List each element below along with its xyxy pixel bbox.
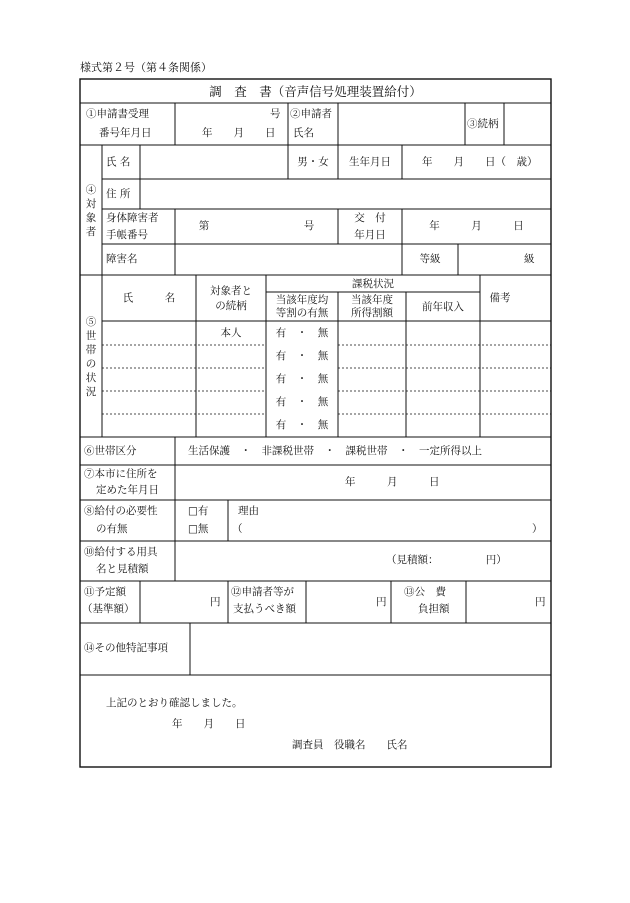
reason-open-paren: （ — [232, 523, 243, 535]
applicant-label-line1: ②申請者 — [290, 108, 332, 120]
col-tax1-line1: 当該年度均 — [275, 294, 329, 306]
col-name: 氏 名 — [122, 292, 176, 304]
col-tax2-line2: 所得割額 — [351, 307, 393, 319]
confirm-text: 上記のとおり確認しました。 — [106, 697, 243, 709]
relation-label: ③続柄 — [467, 118, 499, 130]
dob-value: 年 月 日（ 歳） — [422, 156, 538, 168]
public-label-line1: ⑬公 費 — [404, 586, 446, 598]
payable-label-line2: 支払うべき額 — [233, 603, 296, 615]
necessity-label-line2: の有無 — [96, 523, 128, 535]
col-income: 前年収入 — [422, 301, 464, 313]
self-relation: 本人 — [220, 327, 242, 339]
dob-label: 生年月日 — [349, 156, 391, 168]
receipt-label-line1: ①申請書受理 — [86, 108, 149, 120]
grade-unit: 級 — [524, 253, 535, 265]
receipt-go: 号 — [270, 108, 281, 120]
form-title: 調 査 書（音声信号処理装置給付） — [209, 84, 422, 99]
investigator-signature: 調査員 役職名 氏名 — [292, 739, 408, 751]
planned-amount-yen: 円 — [210, 596, 221, 608]
col-tax2-line1: 当該年度 — [351, 294, 393, 306]
certificate-label-line2: 手帳番号 — [106, 229, 148, 241]
certificate-number: 第 号 — [198, 220, 315, 232]
residence-date: 年 月 日 — [345, 476, 440, 488]
category-label: ⑥世帯区分 — [84, 445, 137, 457]
address-label: 住 所 — [106, 188, 131, 200]
payable-yen: 円 — [376, 596, 387, 608]
issue-label-line1: 交 付 — [354, 212, 386, 224]
equipment-label-line1: ⑩給付する用具 — [84, 546, 158, 558]
issue-label-line2: 年月日 — [354, 229, 386, 241]
necessity-no-checkbox[interactable]: □無 — [188, 523, 209, 535]
col-tax1-line2: 等割の有無 — [275, 307, 329, 319]
residence-label-line2: 定めた年月日 — [96, 484, 159, 496]
tax-yesno-row1: 有 ・ 無 — [275, 327, 329, 339]
tax-yesno-row4: 有 ・ 無 — [275, 396, 329, 408]
payable-label-line1: ⑫申請者等が — [231, 586, 294, 598]
receipt-date: 年 月 日 — [202, 127, 276, 139]
disability-label: 障害名 — [106, 253, 138, 265]
applicant-label-line2: 氏名 — [293, 127, 314, 139]
receipt-label-line2: 番号年月日 — [99, 127, 152, 139]
public-label-line2: 負担額 — [418, 603, 450, 615]
confirm-date: 年 月 日 — [172, 718, 246, 730]
form-number: 様式第２号（第４条関係） — [80, 61, 212, 74]
certificate-label-line1: 身体障害者 — [106, 212, 159, 224]
col-remarks: 備考 — [489, 292, 511, 304]
reason-label: 理由 — [238, 505, 259, 517]
tax-yesno-row2: 有 ・ 無 — [275, 350, 329, 362]
reason-close-paren: ） — [532, 523, 543, 535]
necessity-label-line1: ⑧給付の必要性 — [84, 505, 158, 517]
planned-amount-label-line1: ⑪予定額 — [84, 586, 126, 598]
other-notes-label: ⑭その他特記事項 — [84, 642, 168, 654]
equipment-estimate: （見積額： 円） — [386, 554, 507, 566]
public-yen: 円 — [535, 596, 546, 608]
equipment-label-line2: 名と見積額 — [96, 563, 149, 575]
gender-options: 男・女 — [297, 156, 329, 168]
tax-yesno-row5: 有 ・ 無 — [275, 419, 329, 431]
grade-label: 等級 — [419, 253, 441, 265]
col-relation-line2: の続柄 — [215, 300, 247, 312]
tax-yesno-row3: 有 ・ 無 — [275, 373, 329, 385]
category-options: 生活保護 ・ 非課税世帯 ・ 課税世帯 ・ 一定所得以上 — [188, 445, 482, 457]
necessity-yes-checkbox[interactable]: □有 — [188, 505, 209, 517]
issue-date: 年 月 日 — [429, 220, 524, 232]
planned-amount-label-line2: （基準額） — [82, 603, 135, 615]
col-relation-line1: 対象者と — [210, 285, 252, 297]
subject-name-label: 氏 名 — [106, 156, 131, 168]
subject-section-label: ④対象者 — [85, 184, 97, 238]
residence-label-line1: ⑦本市に住所を — [84, 468, 158, 480]
col-tax-status: 課税状況 — [352, 278, 394, 290]
household-section-label: ⑤世帯の状況 — [85, 316, 97, 398]
